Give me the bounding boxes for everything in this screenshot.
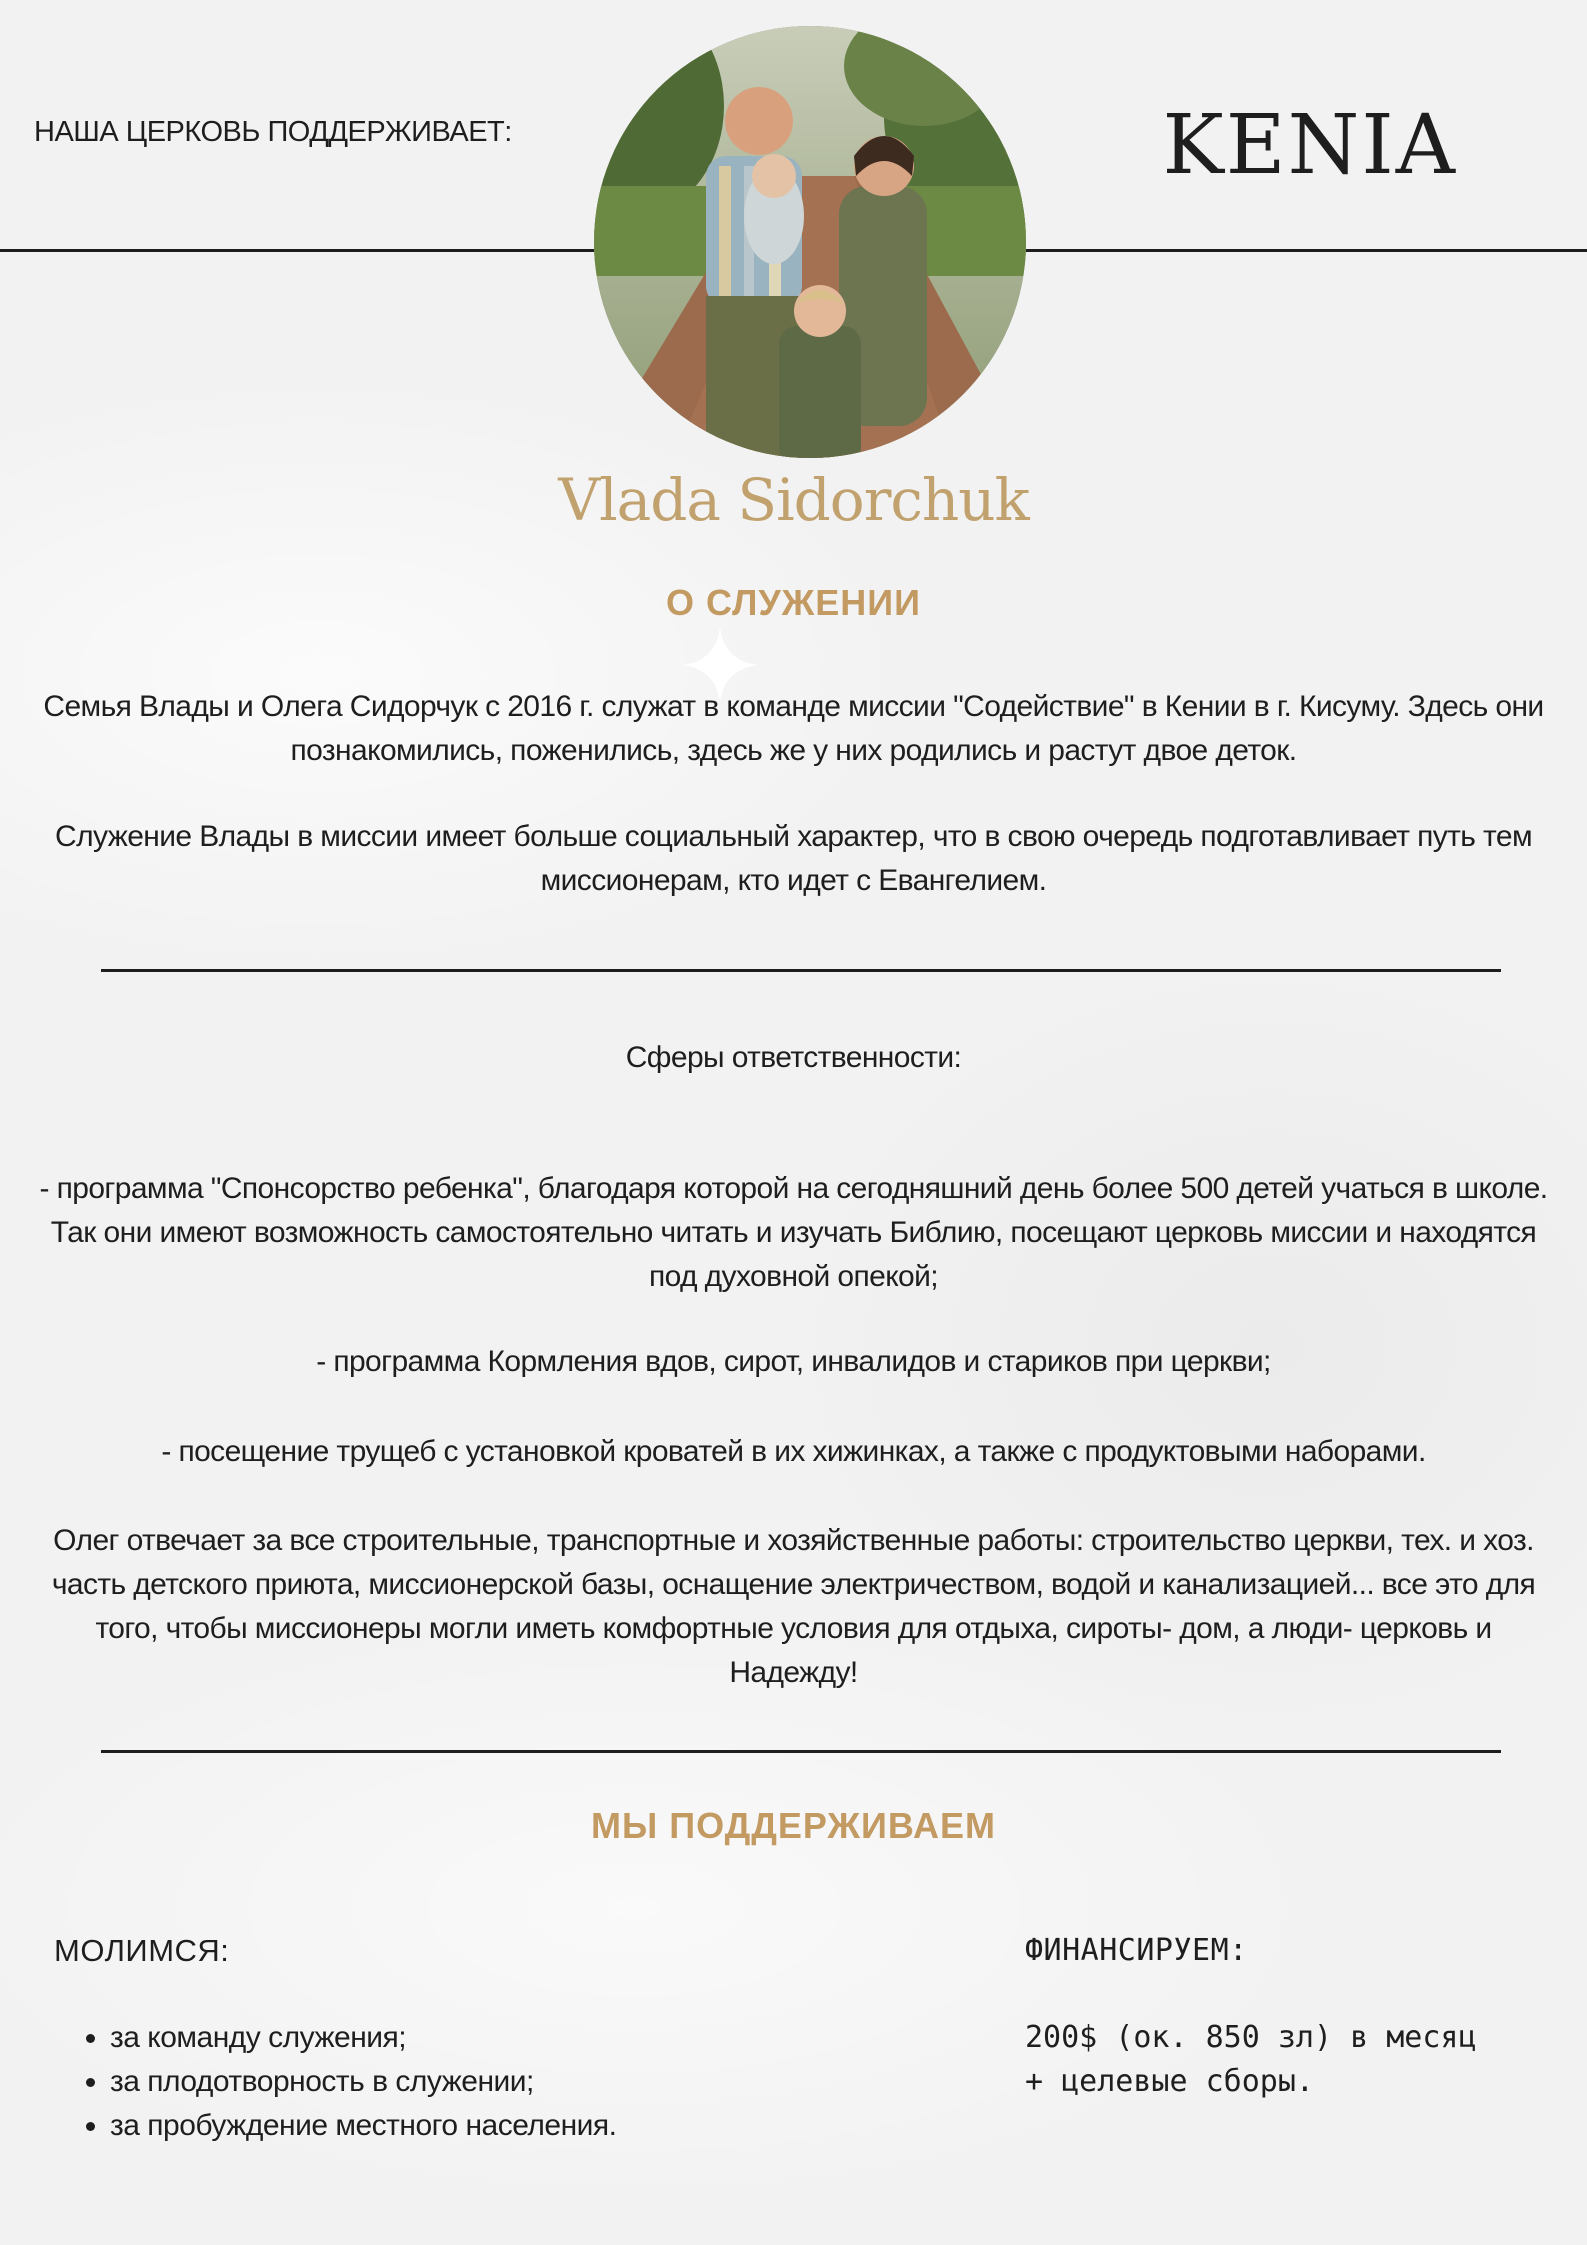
family-photo-image bbox=[594, 26, 1026, 458]
list-item: • за плодотворность в служении; bbox=[110, 2060, 617, 2104]
about-title: О СЛУЖЕНИИ bbox=[665, 582, 922, 623]
list-item: • за команду служения; bbox=[110, 2016, 617, 2060]
list-item: • за пробуждение местного населения. bbox=[110, 2104, 617, 2148]
header-label: НАША ЦЕРКОВЬ ПОДДЕРЖИВАЕТ: bbox=[34, 116, 512, 148]
section-divider bbox=[101, 1750, 1501, 1753]
responsibility-item: - программа "Спонсорство ребенка", благодаря которой на сегодняшний день более 500 детей учаться в школе. Так они имеют возможность самостоятельно читать и изучать Библию, посещают церковь миссии и находятся под духовной опекой; bbox=[39, 1172, 1548, 1293]
kenia-logo: KENIA bbox=[1162, 98, 1457, 193]
pray-heading: МОЛИМСЯ: bbox=[54, 1933, 230, 1968]
family-photo bbox=[594, 26, 1026, 458]
responsibility-item: - программа Кормления вдов, сирот, инвалидов и стариков при церкви; bbox=[316, 1345, 1271, 1378]
support-title: МЫ ПОДДЕРЖИВАЕМ bbox=[590, 1805, 997, 1846]
fund-extra: + целевые сборы. bbox=[1025, 2064, 1314, 2099]
about-paragraph-1: Семья Влады и Олега Сидорчук с 2016 г. служат в команде миссии "Содействие" в Кении в г. Кисуму. Здесь они познакомились, поженились, здесь же у них родились и растут двое деток. bbox=[43, 690, 1544, 767]
section-divider bbox=[101, 969, 1501, 972]
oleg-paragraph: Олег отвечает за все строительные, транспортные и хозяйственные работы: строительство церкви, тех. и хоз. часть детского приюта, миссионерской базы, оснащение электричеством, водой и канализацией... все это для того, чтобы миссионеры могли иметь комфортные условия для отдыха, сироты- дом, а люди- церковь и Надежду! bbox=[51, 1524, 1536, 1689]
pray-list bbox=[54, 2016, 617, 2148]
responsibilities-heading: Сферы ответственности: bbox=[625, 1041, 962, 1074]
about-paragraph-2: Служение Влады в миссии имеет больше социальный характер, что в свою очередь подготавливает путь тем миссионерам, кто идет с Евангелием. bbox=[55, 820, 1532, 897]
missionary-name: Vlada Sidorchuk bbox=[558, 466, 1029, 534]
responsibility-item: - посещение трущеб с установкой кроватей в их хижинках, а также с продуктовыми наборами. bbox=[161, 1435, 1426, 1468]
fund-amount: 200$ (ок. 850 зл) в месяц bbox=[1025, 2020, 1477, 2055]
fund-heading: ФИНАНСИРУЕМ: bbox=[1025, 1933, 1248, 1968]
